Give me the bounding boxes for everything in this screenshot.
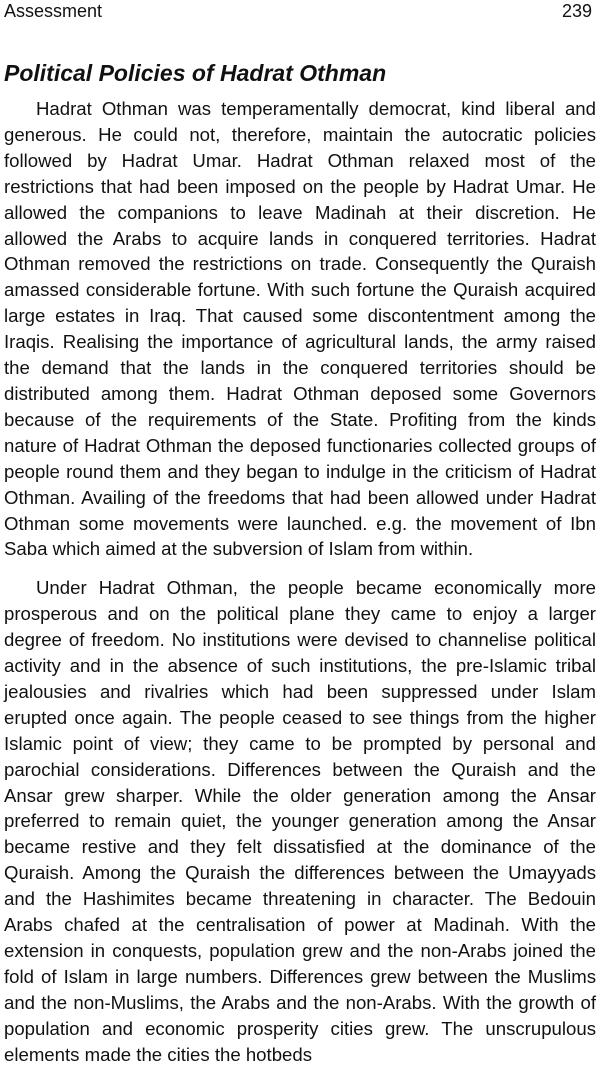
page-number: 239 — [561, 1, 592, 21]
paragraph-2: Under Hadrat Othman, the people became economically more prosperous and on the political plane they came to enjoy a larger degree of freedom. No institutions were devised to channelise political activity and in the absence of such institutions, the pre-Islamic tribal jealousies and rivalries which had been suppressed under Islam erupted once again. The people ceased to see things from the higher Islamic point of view; they came to be prompted by personal and parochial considerations. Differences between the Quraish and the Ansar grew sharper. While the older generation among the Ansar preferred to remain quiet, the younger generation among the Ansar became restive and they felt dissatisfied at the dominance of the Quraish. Among the Quraish the differences between the Umayyads and the Hashimites became threatening in character. The Bedouin Arabs chafed at the centralisation of power at Madinah. With the extension in conquests, population grew and the non-Arabs joined the fold of Islam in large numbers. Differences grew between the Muslims and the non-Muslims, the Arabs and the non-Arabs. With the growth of population and economic prosperity cities grew. The unscrupulous elements made the cities the hotbeds — [4, 577, 596, 1065]
body-text — [4, 96, 596, 1081]
running-header — [4, 0, 596, 22]
running-header-section: Assessment — [4, 1, 103, 21]
section-heading: Political Policies of Hadrat Othman — [4, 60, 387, 86]
paragraph-1: Hadrat Othman was temperamentally democrat, kind liberal and generous. He could not, therefore, maintain the autocratic policies followed by Hadrat Umar. Hadrat Othman relaxed most of the restrictions that had been imposed on the people by Hadrat Umar. He allowed the companions to leave Madinah at their discretion. He allowed the Arabs to acquire lands in conquered territories. Hadrat Othman removed the restrictions on trade. Consequently the Quraish amassed considerable fortune. With such fortune the Quraish acquired large estates in Iraq. That caused some discontentment among the Iraqis. Realising the importance of agricultural lands, the army raised the demand that the lands in the conquered territories should be distributed among them. Hadrat Othman deposed some Governors because of the requirements of the State. Profiting from the kinds nature of Hadrat Othman the deposed functionaries collected groups of people round them and they began to indulge in the criticism of Hadrat Othman. Availing of the freedoms that had been allowed under Hadrat Othman some movements were launched. e.g. the movement of Ibn Saba which aimed at the subversion of Islam from within. — [4, 98, 596, 560]
